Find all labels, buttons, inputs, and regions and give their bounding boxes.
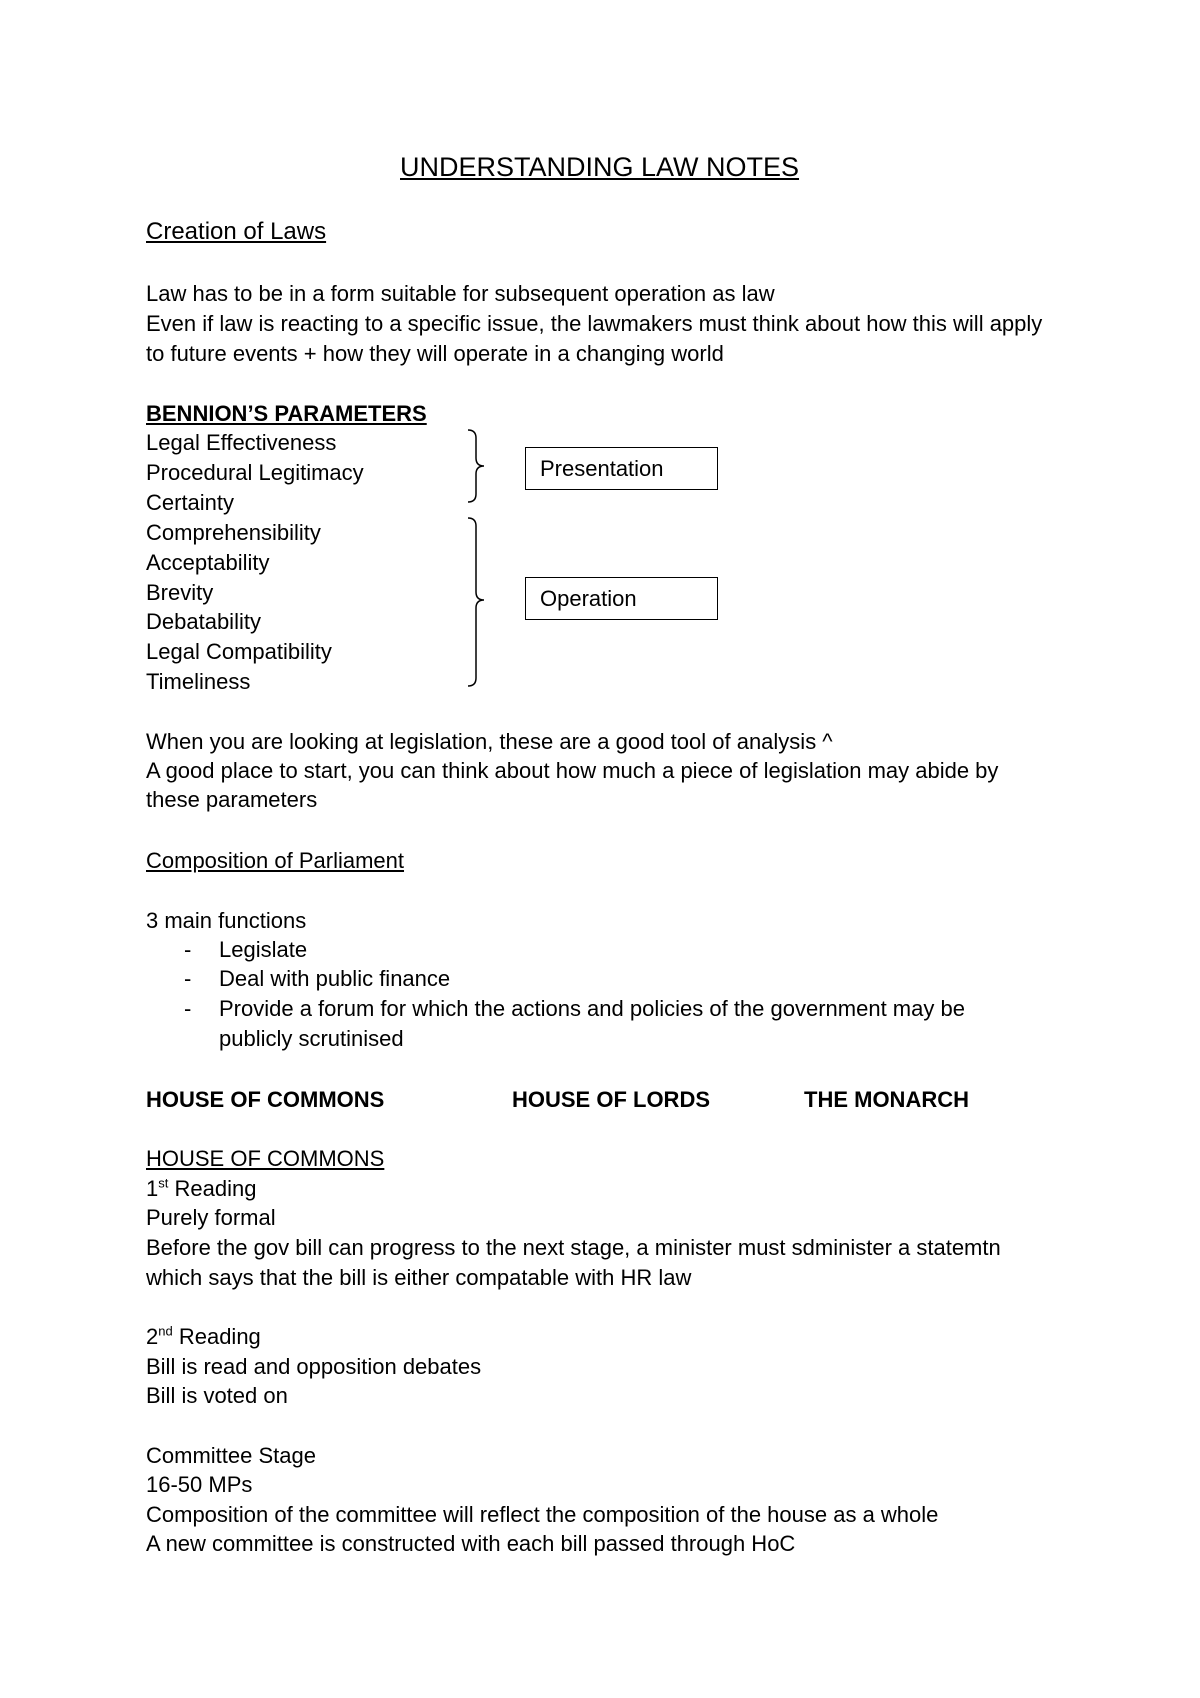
second-reading-ordinal: nd [158, 1323, 173, 1339]
presentation-label: Presentation [540, 455, 664, 481]
parameter-item: Procedural Legitimacy [146, 460, 364, 485]
list-item: Legislate [219, 937, 308, 962]
second-reading-number: 2 [146, 1324, 159, 1349]
body-line: Bill is voted on [146, 1383, 288, 1408]
parameter-item: Certainty [146, 490, 235, 515]
house-lords-label: HOUSE OF LORDS [512, 1087, 711, 1112]
operation-box [525, 577, 718, 620]
list-item: Provide a forum for which the actions and policies of the government may be [219, 996, 965, 1021]
body-line: Composition of the committee will reflect the composition of the house as a whole [146, 1502, 939, 1527]
list-bullet: - [184, 937, 192, 962]
brace-operation [464, 516, 494, 696]
house-commons-label: HOUSE OF COMMONS [146, 1087, 385, 1112]
body-line: 16-50 MPs [146, 1472, 253, 1497]
body-line: Before the gov bill can progress to the next stage, a minister must sdminister a statemtn [146, 1235, 1001, 1260]
second-reading-label: Reading [172, 1324, 261, 1349]
parameter-item: Debatability [146, 609, 261, 634]
body-line: A good place to start, you can think about how much a piece of legislation may abide by [146, 758, 999, 783]
body-line: to future events + how they will operate in a changing world [146, 341, 724, 366]
list-item-continuation: publicly scrutinised [219, 1026, 404, 1051]
first-reading-number: 1 [146, 1176, 159, 1201]
operation-label: Operation [540, 585, 637, 611]
body-line: Bill is read and opposition debates [146, 1354, 482, 1379]
body-line: which says that the bill is either compatable with HR law [146, 1265, 692, 1290]
parameter-item: Legal Compatibility [146, 639, 332, 664]
page-title: UNDERSTANDING LAW NOTES [400, 152, 800, 182]
body-line: Even if law is reacting to a specific issue, the lawmakers must think about how this will apply [146, 311, 1043, 336]
section-heading-parliament: Composition of Parliament [146, 848, 405, 873]
presentation-box [525, 447, 718, 490]
body-line: Purely formal [146, 1205, 276, 1230]
monarch-label: THE MONARCH [804, 1087, 969, 1112]
parameter-item: Acceptability [146, 550, 270, 575]
second-reading-heading [146, 1323, 261, 1349]
first-reading-ordinal: st [158, 1175, 169, 1191]
parameter-item: Timeliness [146, 669, 251, 694]
parameter-item: Brevity [146, 580, 214, 605]
bennion-heading: BENNION’S PARAMETERS [146, 401, 427, 426]
first-reading-heading [146, 1175, 257, 1201]
committee-stage-heading: Committee Stage [146, 1443, 316, 1468]
body-line: A new committee is constructed with each bill passed through HoC [146, 1531, 796, 1556]
section-heading-creation: Creation of Laws [146, 218, 327, 245]
list-bullet: - [184, 966, 192, 991]
list-bullet: - [184, 996, 192, 1021]
parameter-item: Comprehensibility [146, 520, 321, 545]
body-line: these parameters [146, 787, 318, 812]
body-line: When you are looking at legislation, these are a good tool of analysis ^ [146, 729, 833, 754]
body-line: 3 main functions [146, 908, 307, 933]
body-line: Law has to be in a form suitable for subsequent operation as law [146, 281, 775, 306]
first-reading-label: Reading [168, 1176, 257, 1201]
list-item: Deal with public finance [219, 966, 451, 991]
brace-presentation [464, 428, 494, 508]
commons-heading: HOUSE OF COMMONS [146, 1146, 385, 1171]
parameter-item: Legal Effectiveness [146, 430, 337, 455]
